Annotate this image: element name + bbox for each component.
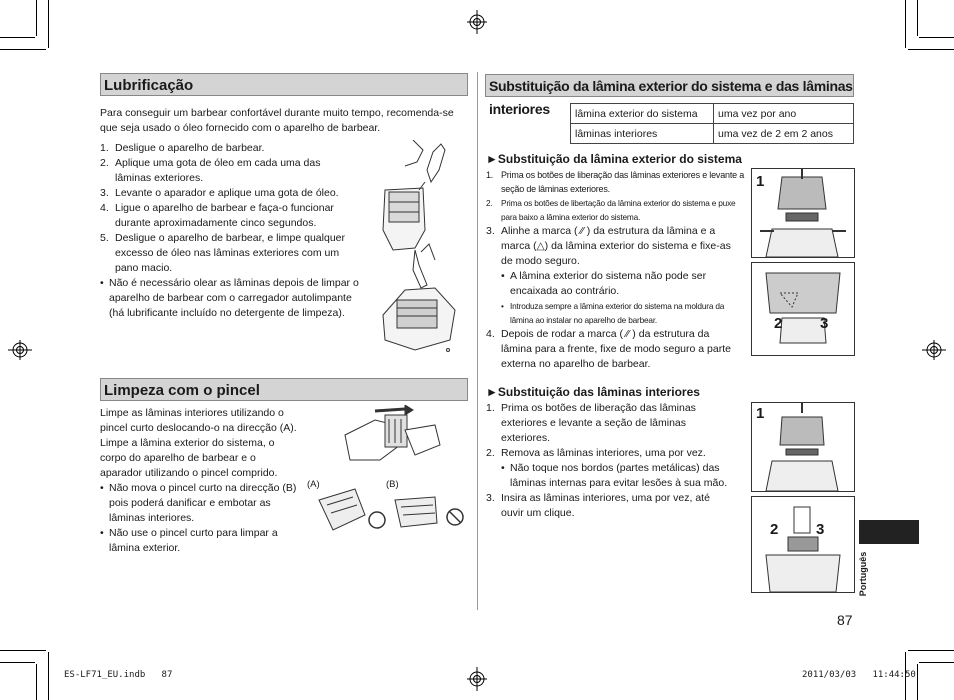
step-2: 2. Aplique uma gota de óleo em cada uma das lâminas exteriores. (100, 157, 321, 184)
fig-label-2: 2 (770, 521, 779, 538)
table-cell: lâmina exterior do sistema (571, 104, 714, 124)
outer-step-1: 1. Prima os botões de liberação das lâminas exteriores e levante a seção de lâminas exteriores. (486, 170, 745, 194)
table-row (571, 124, 854, 144)
registration-mark-icon (467, 667, 487, 691)
step-3: 3. Levante o aparador e aplique uma gota de óleo. (100, 187, 339, 199)
outer-step-3: 3. Alinhe a marca ( ⁄⁄ ) da estrutura da lâmina e a marca (△) da lâmina exterior do sistema e fixe-as de modo seguro. (486, 225, 731, 267)
registration-mark-icon (922, 340, 946, 360)
step-1: 1. Desligue o aparelho de barbear. (100, 142, 265, 154)
registration-mark-icon (8, 340, 32, 360)
label-a: (A) (307, 479, 320, 490)
figure-outer-step1 (751, 168, 855, 258)
fig-label-3: 3 (816, 521, 825, 538)
registration-mark-icon (467, 10, 487, 34)
brush-text (100, 406, 300, 556)
fig-label-1: 1 (756, 405, 765, 422)
table-cell: uma vez por ano (714, 104, 854, 124)
brush-paragraph-2: Limpe a lâmina exterior do sistema, o corpo do aparelho de barbear e o aparador utilizando o pincel comprido. (100, 437, 278, 479)
outer-step-2: 2. Prima os botões de libertação da lâmina exterior do sistema e puxe para baixo a lâmina exterior do sistema. (486, 198, 736, 222)
shaver-oiling-illustration (375, 140, 470, 355)
outer-bullet-1: • A lâmina exterior do sistema não pode ser encaixada ao contrário. (501, 270, 707, 297)
figure-inner-step1 (751, 402, 855, 492)
inner-bullet-1: • Não toque nos bordos (partes metálicas) das lâminas internas para evitar lesões à sua mão. (501, 462, 728, 489)
outer-step-4: 4. Depois de rodar a marca ( ⁄⁄ ) da estrutura da lâmina para a frente, fixe de modo seguro a parte externa no aparelho de barbear. (486, 328, 731, 370)
lubrication-steps (100, 141, 370, 321)
fig-label-3: 3 (820, 315, 829, 332)
footer-file: ES-LF71_EU.indb 87 (64, 670, 173, 680)
table-row (571, 104, 854, 124)
table-cell: uma vez de 2 em 2 anos (714, 124, 854, 144)
inner-step-1: 1. Prima os botões de liberação das lâminas exteriores e levante a seção de lâminas exteriores. (486, 402, 696, 444)
section-title-brush-cleaning: Limpeza com o pincel (100, 378, 468, 401)
brush-paragraph-1: Limpe as lâminas interiores utilizando o pincel curto deslocando-o na direcção (A). (100, 407, 297, 434)
page-number: 87 (837, 612, 853, 628)
section-title-replacement: Substituição da lâmina exterior do sistema e das lâminas interiores (485, 74, 854, 97)
footer-date: 2011/03/03 11:44:50 (802, 670, 916, 680)
brush-note-2: • Não use o pincel curto para limpar a lâmina exterior. (100, 527, 278, 554)
outer-bullet-2: • Introduza sempre a lâmina exterior do sistema na moldura da lâmina ao instalar no aparelho de barbear. (501, 301, 725, 325)
subheading-outer-foil: ►Substituição da lâmina exterior do sistema (486, 152, 742, 166)
figure-outer-step23 (751, 262, 855, 356)
brush-cleaning-illustration (305, 405, 470, 540)
step-4: 4. Ligue o aparelho de barbear e faça-o funcionar durante aproximadamente cinco segundos. (100, 202, 334, 229)
table-cell: lâminas interiores (571, 124, 714, 144)
replacement-table (570, 103, 854, 144)
outer-foil-steps (486, 168, 748, 372)
inner-step-3: 3. Insira as lâminas interiores, uma por vez, até ouvir um clique. (486, 492, 710, 519)
brush-note-1: • Não mova o pincel curto na direcção (B) pois poderá danificar e embotar as lâminas interiores. (100, 482, 297, 524)
figure-inner-step23 (751, 496, 855, 593)
fig-label-2: 2 (774, 315, 783, 332)
subheading-inner-blades: ►Substituição das lâminas interiores (486, 385, 700, 399)
language-tab (859, 520, 919, 544)
column-divider (477, 72, 478, 610)
section-title-lubrication: Lubrificação (100, 73, 468, 96)
inner-blade-steps (486, 401, 746, 521)
lubrication-note: • Não é necessário olear as lâminas depois de limpar o aparelho de barbear com o carregador autolimpante (há lubrificante incluído no detergente de limpeza). (100, 277, 359, 319)
fig-label-1: 1 (756, 173, 765, 190)
step-5: 5. Desligue o aparelho de barbear, e limpe qualquer excesso de óleo nas lâminas exteriores com um pano macio. (100, 232, 345, 274)
inner-step-2: 2. Remova as lâminas interiores, uma por vez. (486, 447, 706, 459)
language-label: Português (858, 551, 868, 597)
lubrication-intro: Para conseguir um barbear confortável durante muito tempo, recomenda-se que seja usado o óleo fornecido com o aparelho de barbear. (100, 107, 454, 134)
label-b: (B) (386, 479, 399, 490)
